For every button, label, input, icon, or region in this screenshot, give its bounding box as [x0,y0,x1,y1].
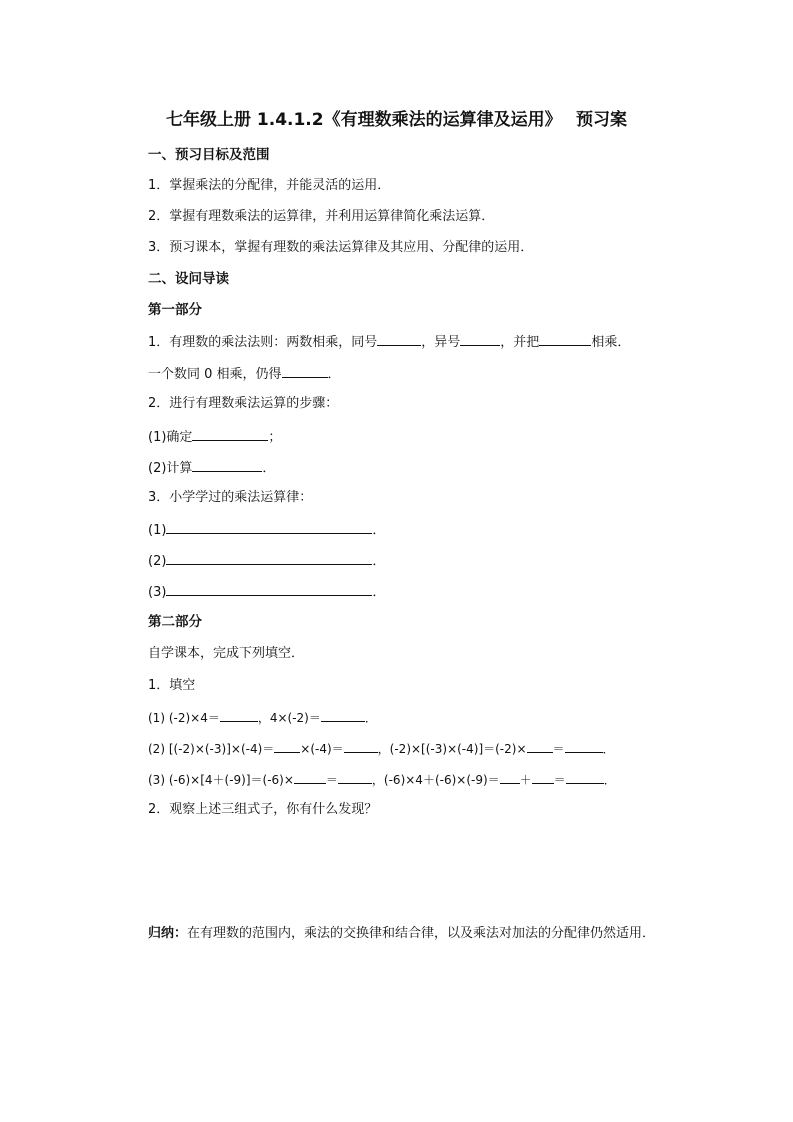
answer-blank[interactable] [500,770,520,784]
q1-text-c: ，并把 [500,335,540,350]
page-title: 七年级上册 1.4.1.2《有理数乘法的运算律及运用》 预习案 [165,110,628,130]
step-2-label: (2)计算 [148,461,193,476]
answer-blank[interactable] [566,770,604,784]
question-3: 3．小学学过的乘法运算律： [148,490,313,505]
law-end-1: ． [372,523,386,538]
step-2-line [148,458,275,478]
eq2-text-a: (2) [(-2)×(-3)]×(-4)＝ [148,742,275,756]
eq3-text-b: ＝ [325,773,338,787]
section-2-heading: 二、设问导读 [148,271,229,287]
eq3-text-d: ＋ [519,773,532,787]
question-1-line [148,332,630,352]
answer-blank[interactable] [527,739,553,753]
answer-blank[interactable] [565,739,603,753]
answer-blank[interactable] [282,364,328,378]
equation-row-3 [148,770,616,789]
eq3-text-e: ＝ [553,773,566,787]
equation-row-2 [148,739,615,758]
answer-blank[interactable] [460,332,500,346]
q1-text-a: 1．有理数的乘法法则：两数相乘，同号 [148,335,378,350]
law-label-2: (2) [148,554,167,569]
goal-item-2: 2．掌握有理数乘法的运算律，并利用运算律简化乘法运算． [148,209,495,224]
question-1-line-2 [148,364,341,384]
answer-blank[interactable] [192,458,262,472]
law-end-2: ． [372,554,386,569]
law-label-1: (1) [148,523,167,538]
question-observe: 2．观察上述三组式子，你有什么发现？ [148,802,378,817]
summary-text: 在有理数的范围内，乘法的交换律和结合律，以及乘法对加法的分配律仍然适用． [187,926,656,941]
answer-blank[interactable] [321,708,365,722]
step-1-line [148,427,281,447]
eq3-text-f: ． [603,773,616,787]
answer-blank[interactable] [166,551,372,565]
goal-item-3: 3．预习课本，掌握有理数的乘法运算律及其应用、分配律的运用． [148,240,534,255]
q1-text-b: ，异号 [421,335,461,350]
answer-blank[interactable] [344,739,378,753]
eq3-text-c: ，(-6)×4＋(-6)×(-9)＝ [371,773,500,787]
step-2-end: ． [262,461,276,476]
question-2: 2．进行有理数乘法运算的步骤： [148,396,339,411]
part-2-intro: 自学课本，完成下列填空． [148,646,305,661]
eq1-text-b: ，4×(-2)＝ [257,711,321,725]
eq3-text-a: (3) (-6)×[4＋(-9)]＝(-6)× [148,773,294,787]
answer-blank[interactable] [274,739,300,753]
q1-line2-text: 一个数同 0 相乘，仍得 [148,367,282,382]
answer-blank[interactable] [166,520,372,534]
goal-item-1: 1．掌握乘法的分配律，并能灵活的运用． [148,178,391,193]
answer-blank[interactable] [539,332,591,346]
law-label-3: (3) [148,585,167,600]
q1-line2-end: ． [327,367,341,382]
answer-blank[interactable] [532,770,554,784]
eq1-text-c: ． [364,711,377,725]
answer-blank[interactable] [294,770,326,784]
law-line-2 [148,551,385,571]
answer-blank[interactable] [338,770,372,784]
answer-blank[interactable] [220,708,258,722]
section-1-heading: 一、预习目标及范围 [148,147,270,163]
step-1-end: ； [268,430,282,445]
eq2-text-e: ． [602,742,615,756]
law-line-1 [148,520,385,540]
eq2-text-c: ，(-2)×[(-3)×(-4)]＝(-2)× [377,742,527,756]
equation-row-1 [148,708,377,727]
fill-heading: 1．填空 [148,678,196,693]
part-1-heading: 第一部分 [148,302,202,318]
answer-blank[interactable] [166,582,372,596]
answer-blank[interactable] [377,332,421,346]
part-2-heading: 第二部分 [148,614,202,630]
answer-blank[interactable] [192,427,268,441]
step-1-label: (1)确定 [148,430,193,445]
eq1-text-a: (1) (-2)×4＝ [148,711,220,725]
q1-text-d: 相乘． [591,335,631,350]
summary-line [148,925,655,943]
summary-label: 归纳： [148,926,188,941]
eq2-text-d: ＝ [552,742,565,756]
eq2-text-b: ×(-4)＝ [300,742,344,756]
law-line-3 [148,582,385,602]
law-end-3: ． [372,585,386,600]
